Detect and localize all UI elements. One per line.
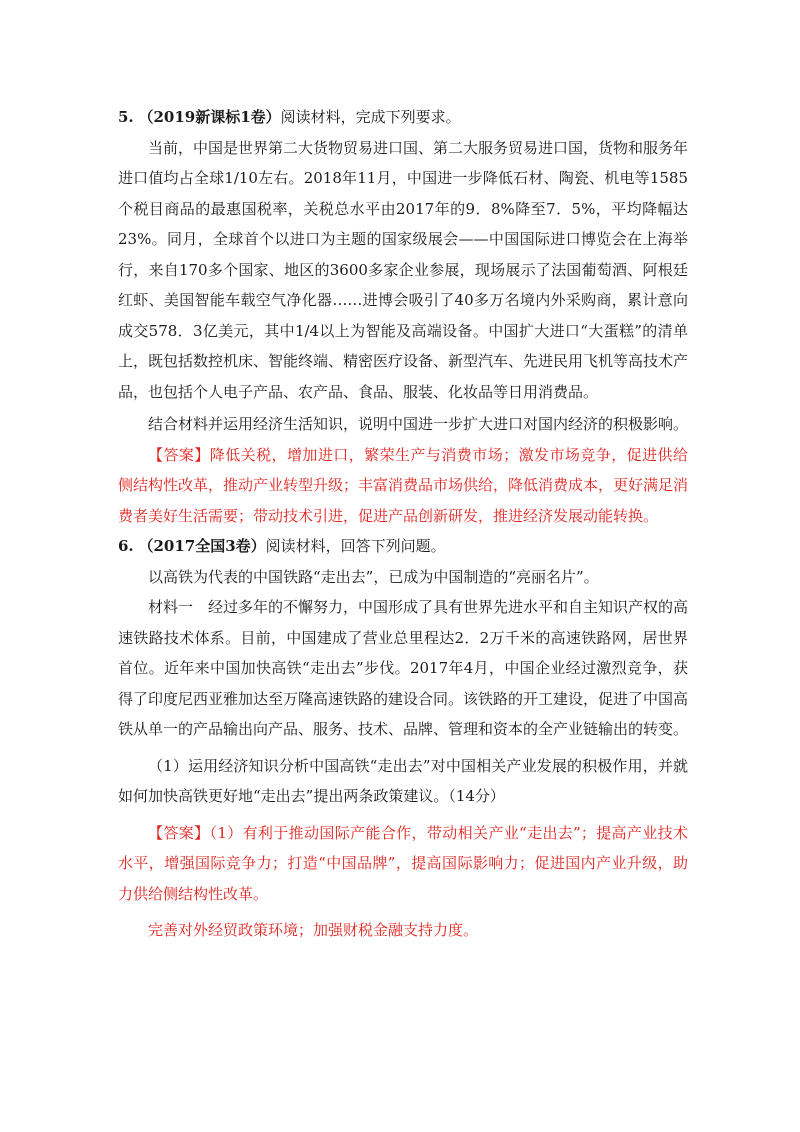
q5-answer-text: 降低关税，增加进口，繁荣生产与消费市场；激发市场竞争，促进供给侧结构性改革，推动产业转型升级；丰富消费品市场供给，降低消费成本，更好满足消费者美好生活需要；带动技术引进，促进产品创新研发，推进经济发展动能转换。 (118, 445, 689, 525)
q6-heading (118, 531, 688, 562)
q6-question: （1）运用经济知识分析中国高铁“走出去”对中国相关产业发展的积极作用，并就如何加快高铁更好地“走出去”提出两条政策建议。（14分） (118, 756, 688, 805)
q6-instruction: 阅读材料，回答下列问题。 (265, 537, 446, 555)
q6-answer (118, 818, 688, 910)
q5-question: 结合材料并运用经济生活知识，说明中国进一步扩大进口对国内经济的积极影响。 (148, 415, 689, 433)
q5-material: 当前，中国是世界第二大货物贸易进口国、第二大服务贸易进口国，货物和服务年进口值均占全球1/10左右。2018年11月，中国进一步降低石材、陶瓷、机电等1585个税目商品的最惠国税率，关税总水平由2017年的9．8%降至7．5%，平均降幅达23%。同月，全球首个以进口为主题的国家级展会——中国国际进口博览会在上海举行，来自170多个国家、地区的3600多家企业参展，现场展示了法国葡萄酒、阿根廷红虾、美国智能车载空气净化器……进博会吸引了40多万名境内外采购商，累计意向成交578．3亿美元，其中1/4以上为智能及高端设备。中国扩大进口“大蛋糕”的清单上，既包括数控机床、智能终端、精密医疗设备、新型汽车、先进民用飞机等高技术产品，也包括个人电子产品、农产品、食品、服装、化妆品等日用消费品。 (118, 138, 689, 401)
q5-answer-tag: 【答案】 (148, 445, 210, 464)
q6-source: （2017全国3卷） (138, 537, 266, 555)
q6-material: 材料一 经过多年的不懈努力，中国形成了具有世界先进水平和自主知识产权的高速铁路技术体系。目前，中国建成了营业总里程达2．2万千米的高速铁路网，居世界首位。近年来中国加快高铁“走出去”步伐。2017年4月，中国企业经过激烈竞争，获得了印度尼西亚雅加达至万隆高速铁路的建设合同。该铁路的开工建设，促进了中国高铁从单一的产品输出向产品、服务、技术、品牌、管理和资本的全产业链输出的转变。 (118, 598, 689, 738)
q6-answer-tag: 【答案】 (148, 823, 210, 842)
q6-answer-2: 完善对外经贸政策环境；加强财税金融支持力度。 (148, 921, 479, 939)
document-content (118, 102, 688, 946)
q6-number: 6. (118, 537, 134, 555)
q6-answer-text: （1）有利于推动国际产能合作，带动相关产业“走出去”；提高产业技术水平，增强国际竞争力；打造“中国品牌”，提高国际影响力；促进国内产业升级，助力供给侧结构性改革。 (118, 823, 688, 903)
q5-answer (118, 440, 688, 532)
q6-intro: 以高铁为代表的中国铁路“走出去”，已成为中国制造的“亮丽名片”。 (148, 567, 599, 586)
q5-instruction: 阅读材料，完成下列要求。 (280, 108, 461, 126)
q5-heading (118, 102, 688, 133)
q5-source: （2019新课标1卷） (138, 108, 281, 126)
q5-number: 5. (118, 108, 134, 126)
